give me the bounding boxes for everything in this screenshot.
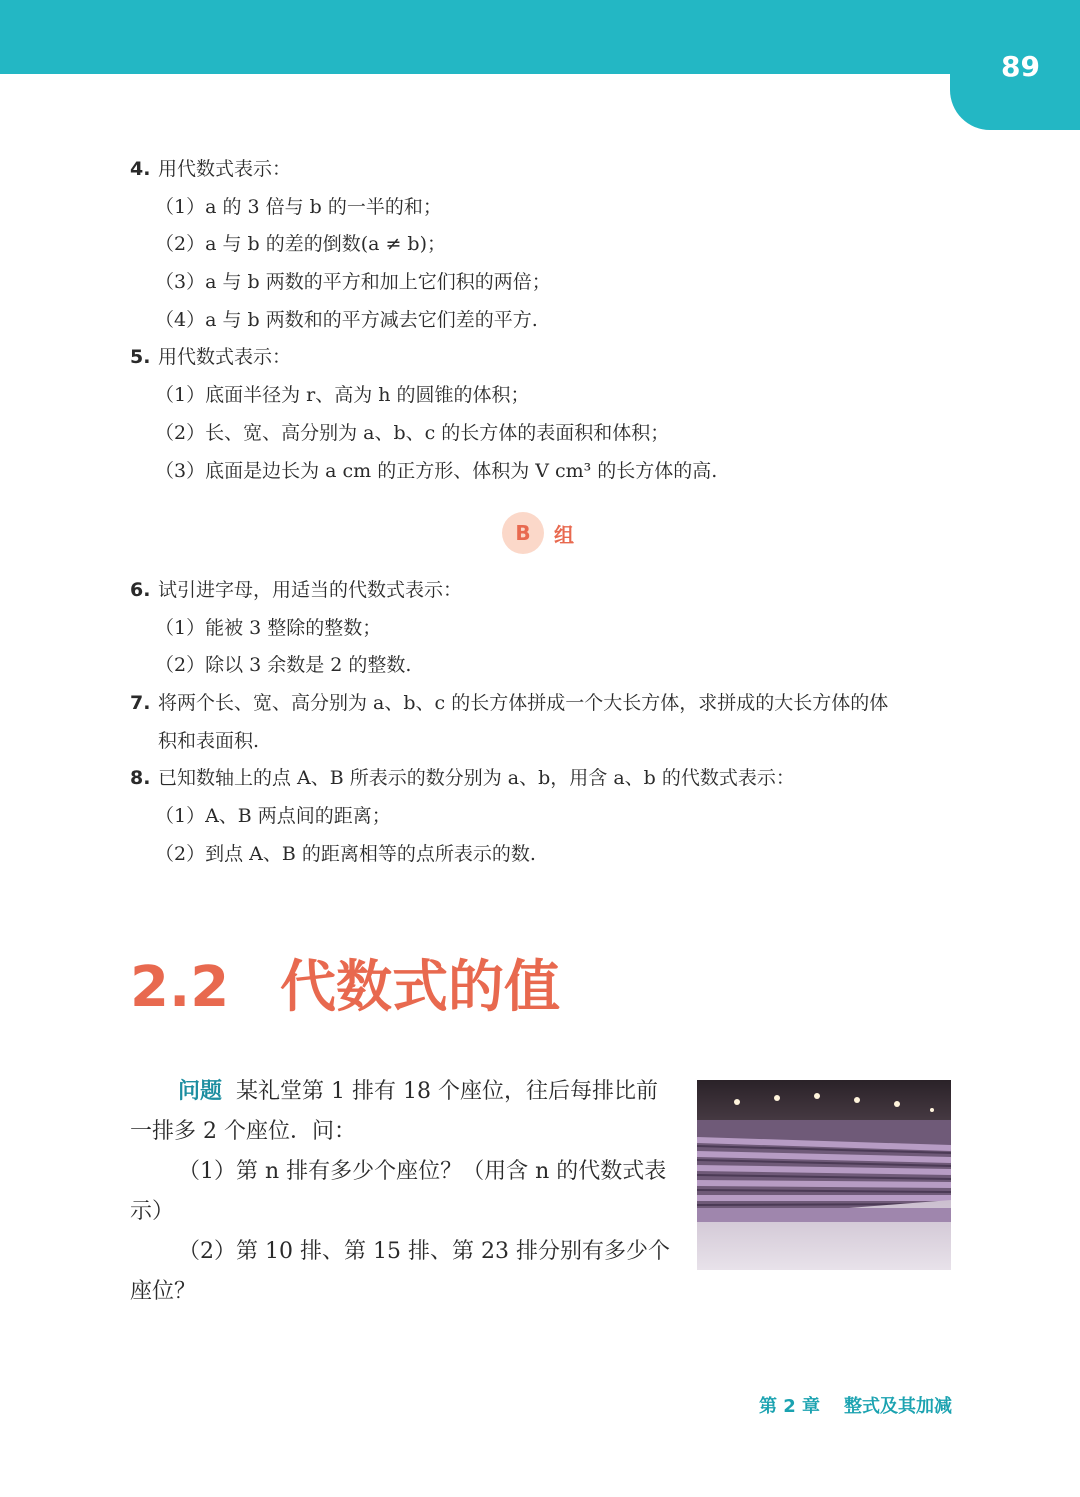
section-number: 2.2 xyxy=(130,955,230,1020)
sub-item: （3）a 与 b 两数的平方和加上它们积的两倍； xyxy=(155,271,551,293)
chapter-title: 整式及其加减 xyxy=(844,1396,952,1417)
problem-block xyxy=(130,1072,675,1312)
question-number: 6. xyxy=(130,579,151,601)
problem-intro xyxy=(130,1072,675,1152)
question-text: 用代数式表示： xyxy=(158,346,292,368)
sub-item: （4）a 与 b 两数和的平方减去它们差的平方. xyxy=(155,309,538,331)
question-number: 5. xyxy=(130,346,151,368)
question-text: 试引进字母，用适当的代数式表示： xyxy=(158,579,463,601)
page-number: 89 xyxy=(1001,50,1040,83)
sub-item: （2）除以 3 余数是 2 的整数. xyxy=(155,654,412,676)
question-continuation: 积和表面积. xyxy=(158,730,260,752)
section-title: 代数式的值 xyxy=(280,955,560,1020)
sub-item: （2）a 与 b 的差的倒数(a ≠ b)； xyxy=(155,233,447,255)
question-8 xyxy=(130,766,795,790)
sub-item: （1）a 的 3 倍与 b 的一半的和； xyxy=(155,196,442,218)
question-number: 4. xyxy=(130,158,151,180)
question-4 xyxy=(130,157,291,181)
group-b-header xyxy=(502,512,574,554)
sub-item: （1）A、B 两点间的距离； xyxy=(155,805,391,827)
question-5 xyxy=(130,345,291,369)
question-number: 7. xyxy=(130,692,151,714)
problem-tag: 问题 xyxy=(178,1079,223,1104)
chapter-footer xyxy=(759,1392,952,1418)
group-label: 组 xyxy=(554,522,574,547)
auditorium-photo xyxy=(697,1080,951,1270)
sub-item: （1）底面半径为 r、高为 h 的圆锥的体积； xyxy=(155,384,530,406)
sub-item: （2）长、宽、高分别为 a、b、c 的长方体的表面积和体积； xyxy=(155,422,670,444)
sub-item: （1）能被 3 整除的整数； xyxy=(155,617,382,639)
group-b-badge: B xyxy=(502,512,544,554)
problem-intro-text: 某礼堂第 1 排有 18 个座位，往后每排比前一排多 2 个座位．问： xyxy=(130,1079,658,1144)
question-text: 将两个长、宽、高分别为 a、b、c 的长方体拼成一个大长方体，求拼成的大长方体的体 xyxy=(158,692,889,714)
question-text: 已知数轴上的点 A、B 所表示的数分别为 a、b，用含 a、b 的代数式表示： xyxy=(158,767,795,789)
question-number: 8. xyxy=(130,767,151,789)
question-text: 用代数式表示： xyxy=(158,158,292,180)
problem-part-1: （1）第 n 排有多少个座位？（用含 n 的代数式表示） xyxy=(130,1159,667,1224)
problem-part-2: （2）第 10 排、第 15 排、第 23 排分别有多少个座位？ xyxy=(130,1239,670,1304)
chapter-number: 第 2 章 xyxy=(758,1396,820,1417)
top-color-band xyxy=(0,0,1080,74)
sub-item: （2）到点 A、B 的距离相等的点所表示的数. xyxy=(155,843,536,865)
question-7 xyxy=(130,691,888,715)
auditorium-illustration xyxy=(697,1080,951,1270)
sub-item: （3）底面是边长为 a cm 的正方形、体积为 V cm³ 的长方体的高. xyxy=(155,460,718,482)
section-heading xyxy=(130,952,560,1024)
question-6 xyxy=(130,578,462,602)
